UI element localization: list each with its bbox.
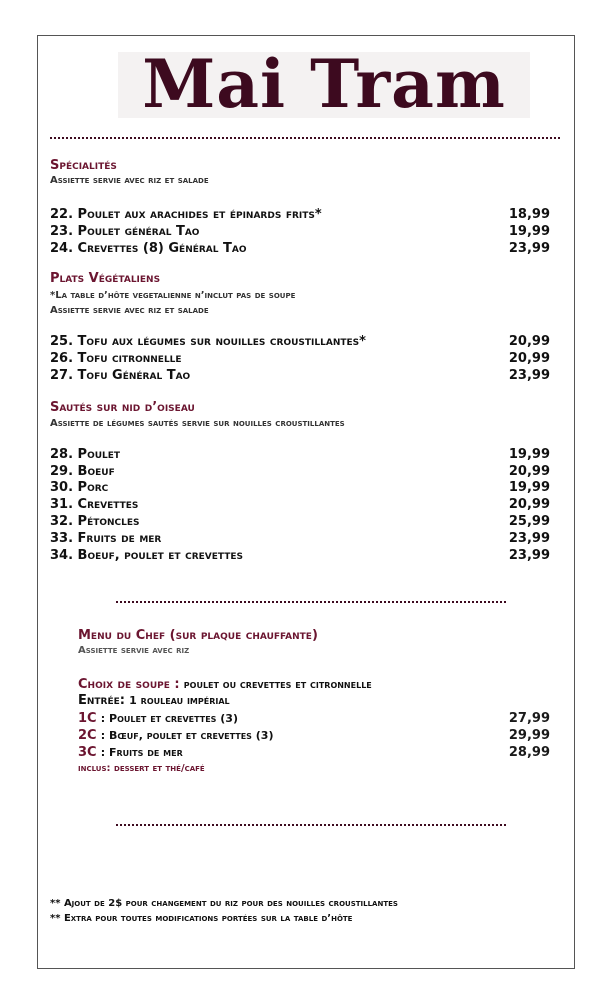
section-heading-specialites: Spécialités — [50, 158, 117, 173]
entree-label: Entrée: — [78, 693, 125, 708]
item-name: 26. Tofu citronnelle — [50, 351, 182, 366]
item-price: 23,99 — [508, 531, 550, 546]
section-note-sautes: Assiette de légumes sautés servie sur nouilles croustillantes — [50, 418, 345, 429]
item-price: 23,99 — [508, 548, 550, 563]
option-desc: : Poulet et crevettes (3) — [100, 712, 238, 725]
option-code: 2C — [78, 728, 97, 743]
item-name: 34. Boeuf, poulet et crevettes — [50, 548, 244, 563]
item-name: 29. Boeuf — [50, 464, 115, 479]
option-price: 29,99 — [508, 728, 550, 743]
restaurant-logo: Mai Tram — [142, 45, 506, 123]
item-name: 33. Fruits de mer — [50, 531, 162, 546]
option-desc: : Bœuf, poulet et crevettes (3) — [100, 729, 274, 742]
item-price: 18,99 — [508, 207, 550, 222]
section-note-vegetaliens-2: Assiette servie avec riz et salade — [50, 305, 209, 316]
item-price: 19,99 — [508, 447, 550, 462]
item-name: 27. Tofu Général Tao — [50, 368, 191, 383]
item-name: 31. Crevettes — [50, 497, 139, 512]
item-name: 24. Crevettes (8) Général Tao — [50, 241, 247, 256]
divider-bottom — [116, 824, 506, 826]
footer-note-2: ** Extra pour toutes modifications portées sur la table d’hôte — [50, 913, 353, 924]
section-heading-vegetaliens: Plats Végétaliens — [50, 271, 161, 286]
item-price: 20,99 — [508, 334, 550, 349]
option-code: 1C — [78, 711, 97, 726]
item-name: 23. Poulet général Tao — [50, 224, 200, 239]
option-price: 28,99 — [508, 745, 550, 760]
entree-line — [78, 693, 230, 708]
soupe-value: poulet ou crevettes et citronnelle — [183, 678, 372, 691]
divider-top — [50, 137, 560, 139]
item-name: 28. Poulet — [50, 447, 121, 462]
item-price: 20,99 — [508, 497, 550, 512]
item-name: 22. Poulet aux arachides et épinards frits* — [50, 207, 322, 222]
chef-option — [78, 745, 183, 760]
inclus-line: inclus: dessert et thé/café — [78, 763, 205, 774]
chef-option — [78, 711, 238, 726]
soupe-label: Choix de soupe : — [78, 677, 180, 692]
item-price: 20,99 — [508, 351, 550, 366]
item-name: 32. Pétoncles — [50, 514, 140, 529]
item-price: 19,99 — [508, 480, 550, 495]
option-price: 27,99 — [508, 711, 550, 726]
section-heading-chef: Menu du Chef (sur plaque chauffante) — [78, 628, 318, 643]
divider-middle — [116, 601, 506, 603]
item-price: 19,99 — [508, 224, 550, 239]
section-heading-sautes: Sautés sur nid d’oiseau — [50, 400, 195, 415]
item-name: 25. Tofu aux légumes sur nouilles croustillantes* — [50, 334, 366, 349]
option-desc: : Fruits de mer — [100, 746, 183, 759]
item-price: 23,99 — [508, 241, 550, 256]
soupe-line — [78, 677, 372, 692]
chef-option — [78, 728, 273, 743]
footer-note-1: ** Ajout de 2$ pour changement du riz pour des nouilles croustillantes — [50, 898, 398, 909]
section-note-chef: Assiette servie avec riz — [78, 645, 190, 656]
item-price: 20,99 — [508, 464, 550, 479]
section-note-specialites: Assiette servie avec riz et salade — [50, 175, 209, 186]
option-code: 3C — [78, 745, 97, 760]
section-note-vegetaliens-1: *La table d’hôte vegetalienne n’inclut pas de soupe — [50, 290, 296, 301]
entree-value: 1 rouleau impérial — [129, 694, 230, 707]
item-price: 23,99 — [508, 368, 550, 383]
item-name: 30. Porc — [50, 480, 109, 495]
item-price: 25,99 — [508, 514, 550, 529]
